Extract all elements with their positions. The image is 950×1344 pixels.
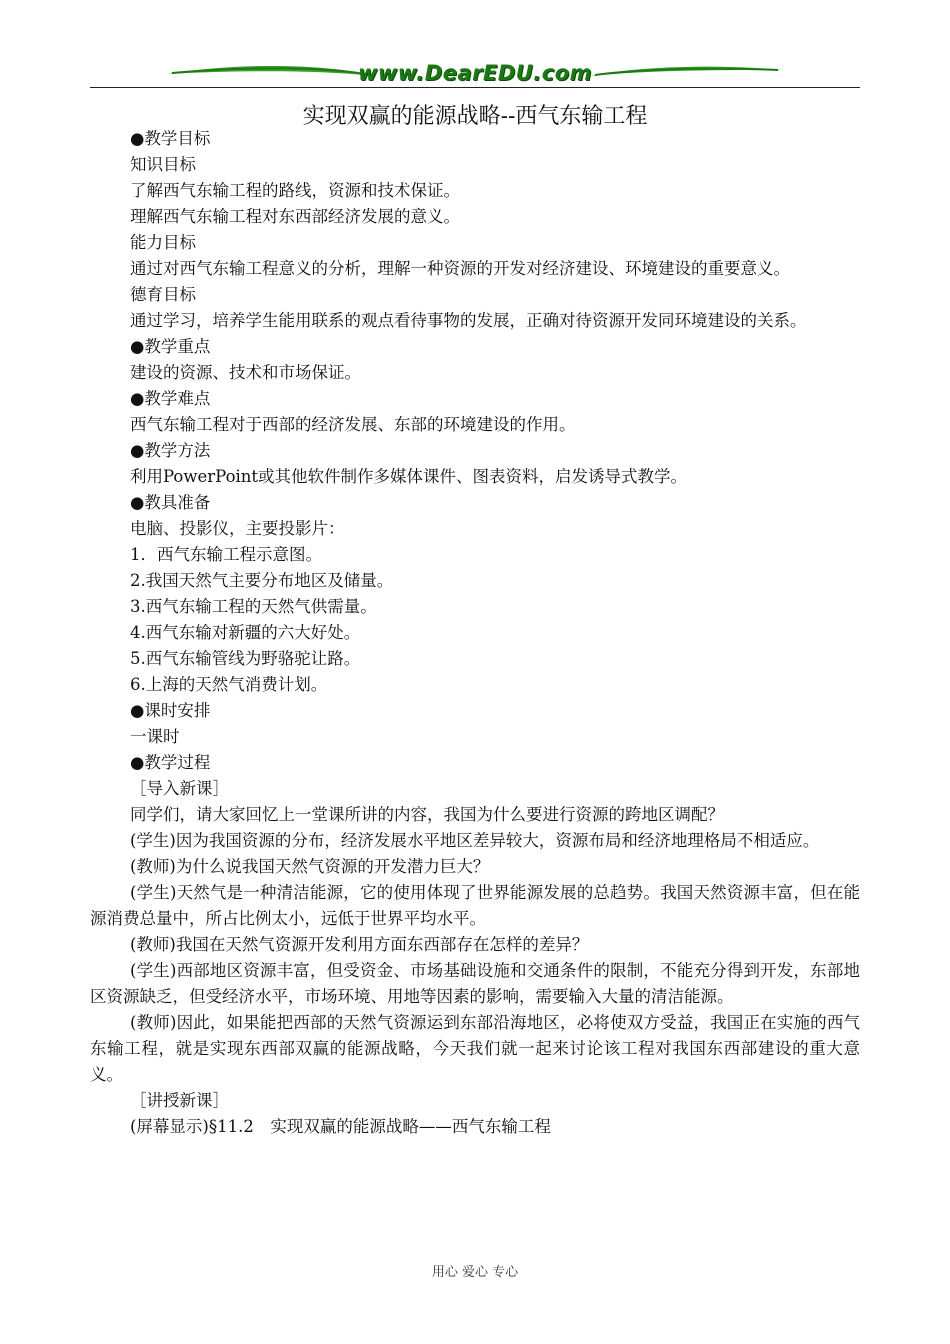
body-paragraph: (屏幕显示)§11.2 实现双赢的能源战略——西气东输工程 [130, 1117, 551, 1136]
body-paragraph: 利用PowerPoint或其他软件制作多媒体课件、图表资料，启发诱导式教学。 [130, 467, 688, 486]
body-paragraph: 能力目标 [130, 233, 196, 252]
body-paragraph: ●教学难点 [130, 389, 211, 408]
body-paragraph: ［讲授新课］ [130, 1091, 229, 1110]
body-paragraph: (学生)因为我国资源的分布，经济发展水平地区差异较大，资源布局和经济地理格局不相适应。 [130, 831, 820, 850]
body-paragraph: 一课时 [130, 727, 180, 746]
body-paragraph: ●教学方法 [130, 441, 211, 460]
body-paragraph: 理解西气东输工程对东西部经济发展的意义。 [130, 207, 460, 226]
body-paragraph: (学生)天然气是一种清洁能源，它的使用体现了世界能源发展的总趋势。我国天然资源丰富，但在能源消费总量中，所占比例太小，远低于世界平均水平。 [90, 883, 860, 928]
document-body [90, 126, 860, 1140]
body-paragraph: 2.我国天然气主要分布地区及储量。 [130, 571, 394, 590]
body-paragraph: 6.上海的天然气消费计划。 [130, 675, 328, 694]
body-paragraph: (学生)西部地区资源丰富，但受资金、市场基础设施和交通条件的限制，不能充分得到开发，东部地区资源缺乏，但受经济水平，市场环境、用地等因素的影响，需要输入大量的清洁能源。 [90, 961, 860, 1006]
body-paragraph: 西气东输工程对于西部的经济发展、东部的环境建设的作用。 [130, 415, 576, 434]
document-title: 实现双赢的能源战略--西气东输工程 [302, 104, 648, 129]
body-paragraph: 4.西气东输对新疆的六大好处。 [130, 623, 361, 642]
header-rule [90, 87, 860, 88]
body-paragraph: ●教学目标 [130, 129, 211, 148]
body-paragraph: ●教学过程 [130, 753, 211, 772]
body-paragraph: (教师)因此，如果能把西部的天然气资源运到东部沿海地区，必将使双方受益，我国正在实施的西气东输工程，就是实现东西部双赢的能源战略，今天我们就一起来讨论该工程对我国东西部建设的重大意义。 [90, 1013, 860, 1084]
body-paragraph: ［导入新课］ [130, 779, 229, 798]
body-paragraph: 通过对西气东输工程意义的分析，理解一种资源的开发对经济建设、环境建设的重要意义。 [130, 259, 790, 278]
body-paragraph: 德育目标 [130, 285, 196, 304]
body-paragraph: 电脑、投影仪，主要投影片： [130, 519, 345, 538]
body-paragraph: 1．西气东输工程示意图。 [130, 545, 322, 564]
body-paragraph: ●教学重点 [130, 337, 211, 356]
body-paragraph: 了解西气东输工程的路线，资源和技术保证。 [130, 181, 460, 200]
body-paragraph: (教师)为什么说我国天然气资源的开发潜力巨大？ [130, 857, 490, 876]
body-paragraph: ●课时安排 [130, 701, 211, 720]
body-paragraph: (教师)我国在天然气资源开发利用方面东西部存在怎样的差异？ [130, 935, 589, 954]
body-paragraph: ●教具准备 [130, 493, 211, 512]
body-paragraph: 同学们，请大家回忆上一堂课所讲的内容，我国为什么要进行资源的跨地区调配？ [130, 805, 724, 824]
body-paragraph: 3.西气东输工程的天然气供需量。 [130, 597, 377, 616]
page-footer: 用心 爱心 专心 [431, 1265, 519, 1280]
body-paragraph: 5.西气东输管线为野骆驼让路。 [130, 649, 361, 668]
body-paragraph: 知识目标 [130, 155, 196, 174]
logo-text: www.DearEDU.com [357, 61, 593, 85]
body-paragraph: 通过学习，培养学生能用联系的观点看待事物的发展，正确对待资源开发同环境建设的关系。 [130, 311, 807, 330]
body-paragraph: 建设的资源、技术和市场保证。 [130, 363, 361, 382]
